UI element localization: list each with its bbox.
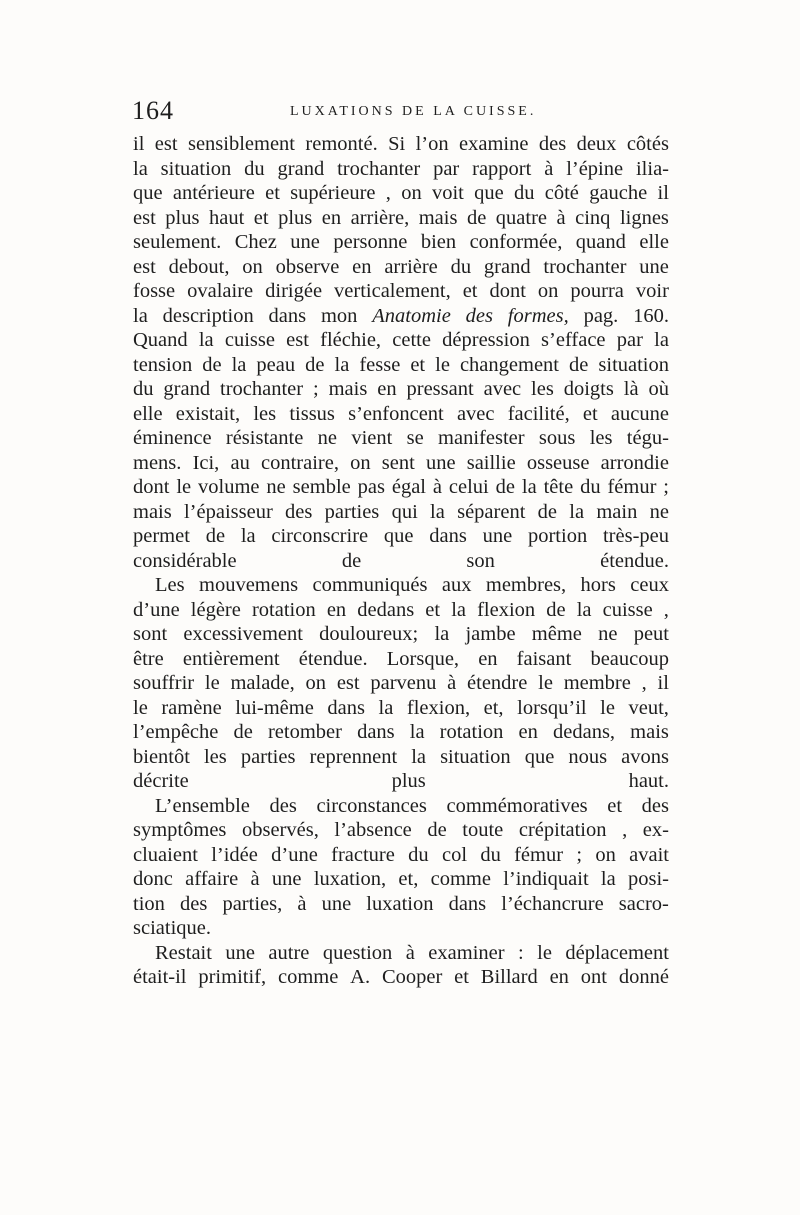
text-line: seulement. Chez une personne bien conformée, quand elle [133,231,669,253]
text-line: décrite plus haut. [133,770,669,792]
text-line: Les mouvemens communiqués aux membres, hors ceux [155,574,669,596]
paragraph [133,794,669,941]
text-line: est debout, on observe en arrière du grand trochanter une [133,255,669,278]
text-line: souffrir le malade, on est parvenu à étendre le membre , il [133,672,669,694]
text-line: sont excessivement douloureux; la jambe même ne peut [133,623,669,645]
text-line: bientôt les parties reprennent la situation que nous avons [133,745,669,768]
text-line: que antérieure et supérieure , on voit que du côté gauche il [133,182,669,204]
text-line: la situation du grand trochanter par rapport à l’épine ilia- [133,157,669,180]
text-line: Quand la cuisse est fléchie, cette dépression s’efface par la [133,329,669,351]
text-line: la description dans mon Anatomie des formes, pag. 160. [133,304,669,327]
text-line: d’une légère rotation en dedans et la flexion de la cuisse , [133,598,669,621]
text-line: éminence résistante ne vient se manifester sous les tégu- [133,427,669,449]
text-line: permet de la circonscrire que dans une portion très-peu [133,525,669,547]
page-header [132,96,670,126]
text-line: il est sensiblement remonté. Si l’on examine des deux côtés [133,133,669,155]
running-title: LUXATIONS DE LA CUISSE. [290,104,537,119]
text-line: donc affaire à une luxation, et, comme l’indiquait la posi- [133,868,669,890]
text-line: tion des parties, à une luxation dans l’échancrure sacro- [133,892,669,915]
text-line: mais l’épaisseur des parties qui la séparent de la main ne [133,500,669,523]
text-line: cluaient l’idée d’une fracture du col du fémur ; on avait [133,843,669,866]
text-line: mens. Ici, au contraire, on sent une saillie osseuse arrondie [133,451,669,474]
text-line: symptômes observés, l’absence de toute crépitation , ex- [133,819,669,841]
text-line: est plus haut et plus en arrière, mais de quatre à cinq lignes [133,206,669,229]
text-line: considérable de son étendue. [133,549,669,572]
paragraph [133,573,669,794]
text-line: le ramène lui-même dans la flexion, et, lorsqu’il le veut, [133,696,669,719]
text-line: du grand trochanter ; mais en pressant avec les doigts là où [133,378,669,400]
text-line: dont le volume ne semble pas égal à celui de la tête du fémur ; [133,476,669,498]
text-line: l’empêche de retomber dans la rotation en dedans, mais [133,721,669,743]
paragraph [133,941,669,990]
text-line: Restait une autre question à examiner : le déplacement [155,941,669,964]
body-text [133,132,669,990]
text-line: tension de la peau de la fesse et le changement de situation [133,353,669,376]
page-number: 164 [132,96,174,125]
paragraph [133,132,669,573]
text-line: était-il primitif, comme A. Cooper et Billard en ont donné [133,966,669,988]
text-line: sciatique. [133,917,211,939]
text-line: être entièrement étendue. Lorsque, en faisant beaucoup [133,647,669,670]
text-line: elle existait, les tissus s’enfoncent avec facilité, et aucune [133,402,669,425]
text-line: L’ensemble des circonstances commémoratives et des [155,794,669,817]
text-line: fosse ovalaire dirigée verticalement, et dont on pourra voir [133,280,669,302]
